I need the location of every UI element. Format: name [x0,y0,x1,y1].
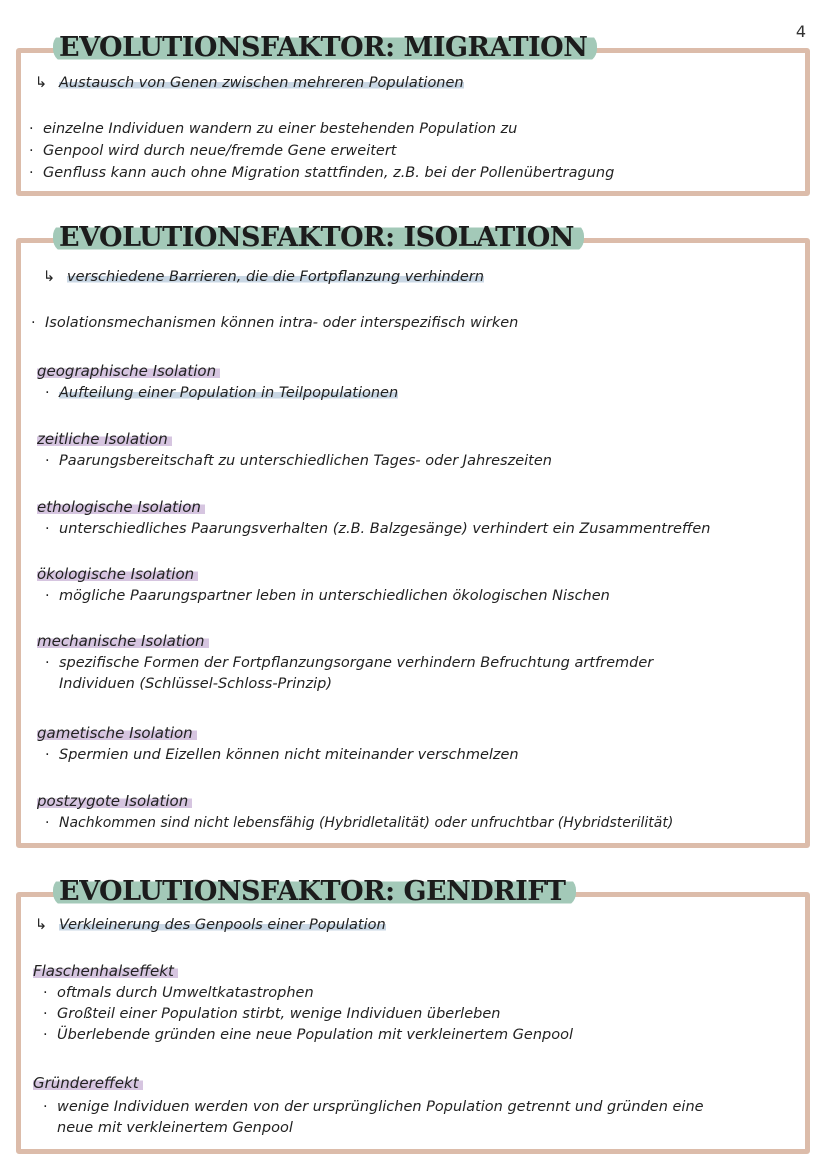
gendrift-subtitle-line [35,915,386,935]
gendrift-title [45,875,584,909]
migration-title [45,31,605,65]
arrow-right-icon: ↳ [43,269,56,285]
bullet-icon: · [45,385,50,401]
isolation-heading-ethological: ethologische Isolation [37,497,205,517]
bullet-icon: · [45,521,50,537]
flaschenhals-bullet-3: · Überlebende gründen eine neue Population mit verkleinertem Genpool [43,1027,573,1043]
isolation-intro: · Isolationsmechanismen können intra- oder interspezifisch wirken [31,315,519,331]
migration-bullet-3: · Genfluss kann auch ohne Migration stattfinden, z.B. bei der Pollenübertragung [29,165,615,181]
bullet-icon: · [29,121,34,137]
bullet-icon: · [45,453,50,469]
gruender-heading: Gründereffekt [33,1073,143,1093]
isolation-title [45,221,592,255]
gruender-text-2: neue mit verkleinertem Genpool [57,1120,293,1136]
isolation-section [16,222,810,848]
gendrift-title-text: EVOLUTIONSFAKTOR: GENDRIFT [53,876,576,907]
migration-section [16,32,810,196]
flaschenhals-bullet-1: · oftmals durch Umweltkatastrophen [43,985,314,1001]
isolation-subtitle-line [43,267,484,287]
gruender-text: · wenige Individuen werden von der ursprünglichen Population getrennt und gründen eine [43,1099,704,1115]
flaschenhals-bullet-2: · Großteil einer Population stirbt, wenige Individuen überleben [43,1006,501,1022]
bullet-icon: · [45,747,50,763]
page-number: 4 [795,22,806,41]
bullet-icon: · [43,985,48,1001]
bullet-icon: · [43,1006,48,1022]
bullet-icon: · [45,815,50,831]
isolation-text-ecological: · mögliche Paarungspartner leben in unterschiedlichen ökologischen Nischen [45,588,610,604]
bullet-icon: · [45,588,50,604]
isolation-text-temporal: · Paarungsbereitschaft zu unterschiedlichen Tages- oder Jahreszeiten [45,453,552,469]
isolation-heading-temporal: zeitliche Isolation [37,429,172,449]
bullet-icon: · [43,1027,48,1043]
bullet-icon: · [29,165,34,181]
isolation-text-ethological: · unterschiedliches Paarungsverhalten (z.B. Balzgesänge) verhindert ein Zusammentreffen [45,521,711,537]
isolation-heading-ecological: ökologische Isolation [37,564,198,584]
migration-subtitle-line [35,73,464,93]
migration-title-text: EVOLUTIONSFAKTOR: MIGRATION [53,32,597,63]
isolation-text-mechanical-2: Individuen (Schlüssel-Schloss-Prinzip) [59,676,332,692]
isolation-heading-mechanical: mechanische Isolation [37,631,209,651]
bullet-icon: · [31,315,36,331]
bullet-icon: · [43,1099,48,1115]
isolation-heading-gametic: gametische Isolation [37,723,197,743]
gendrift-section [16,876,810,1154]
arrow-right-icon: ↳ [35,917,48,933]
isolation-text-mechanical: · spezifische Formen der Fortpflanzungsorgane verhindern Befruchtung artfremder [45,655,654,671]
gendrift-subtitle: Verkleinerung des Genpools einer Population [59,917,386,933]
migration-bullet-1: · einzelne Individuen wandern zu einer bestehenden Population zu [29,121,518,137]
bullet-icon: · [45,655,50,671]
isolation-text-postzygotic: · Nachkommen sind nicht lebensfähig (Hybridletalität) oder unfruchtbar (Hybridsterilität) [45,815,674,831]
arrow-right-icon: ↳ [35,75,48,91]
isolation-heading-geographic: geographische Isolation [37,361,220,381]
isolation-text-geographic: · Aufteilung einer Population in Teilpopulationen [45,385,399,401]
flaschenhals-heading: Flaschenhalseffekt [33,961,178,981]
isolation-title-text: EVOLUTIONSFAKTOR: ISOLATION [53,222,584,253]
bullet-icon: · [29,143,34,159]
isolation-text-gametic: · Spermien und Eizellen können nicht miteinander verschmelzen [45,747,519,763]
isolation-subtitle: verschiedene Barrieren, die die Fortpflanzung verhindern [67,269,484,285]
migration-subtitle: Austausch von Genen zwischen mehreren Populationen [59,75,464,91]
isolation-heading-postzygotic: postzygote Isolation [37,791,192,811]
migration-bullet-2: · Genpool wird durch neue/fremde Gene erweitert [29,143,397,159]
